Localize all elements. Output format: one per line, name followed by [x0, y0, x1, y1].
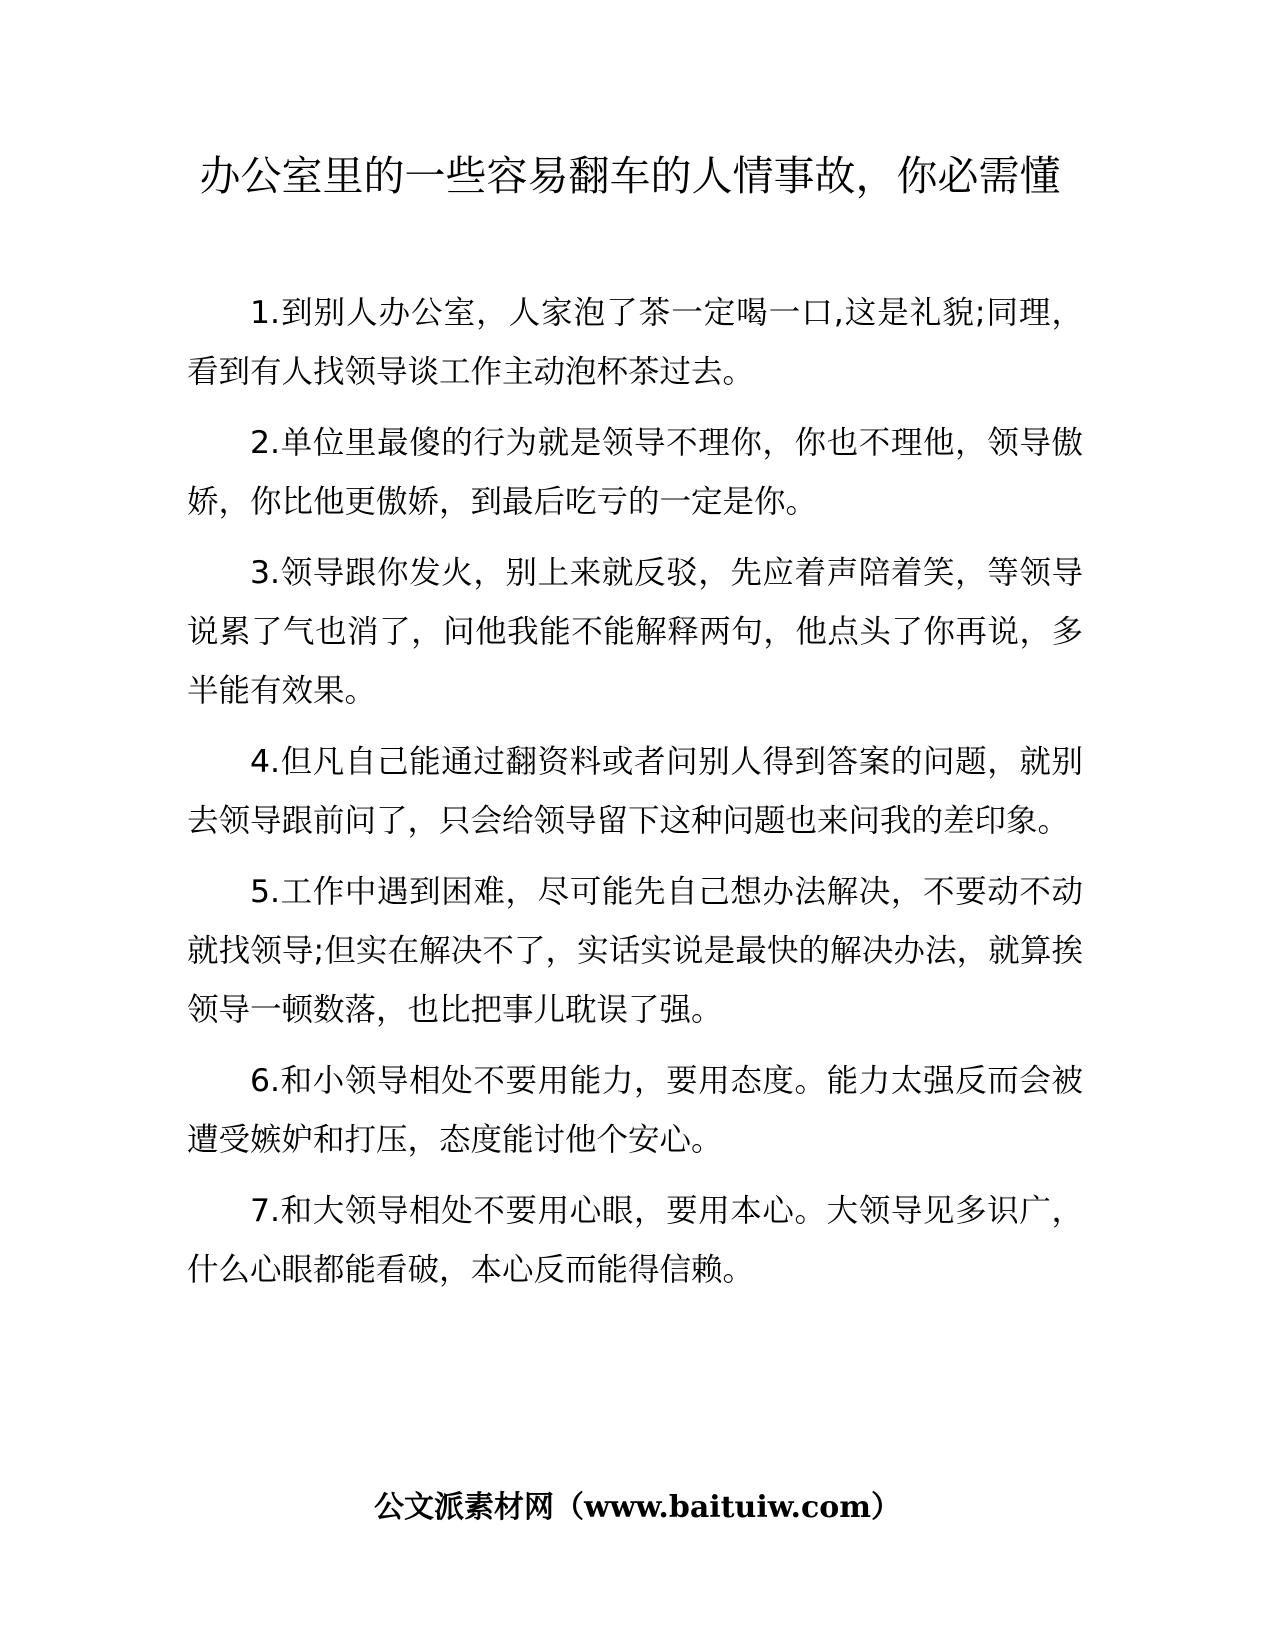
paragraph-1: 1.到别人办公室，人家泡了茶一定喝一口,这是礼貌;同理，看到有人找领导谈工作主动泡杯茶过去。	[187, 295, 1083, 390]
document-title: 办公室里的一些容易翻车的人情事故，你必需懂	[199, 152, 1061, 200]
paragraph-4: 4.但凡自己能通过翻资料或者问别人得到答案的问题，就别去领导跟前问了，只会给领导留下这种问题也来问我的差印象。	[187, 744, 1083, 839]
page-footer: 公文派素材网（www.baituiw.com）	[373, 1490, 902, 1525]
paragraph-2: 2.单位里最傻的行为就是领导不理你，你也不理他，领导傲娇，你比他更傲娇，到最后吃亏的一定是你。	[187, 425, 1083, 520]
paragraph-7: 7.和大领导相处不要用心眼，要用本心。大领导见多识广，什么心眼都能看破，本心反而能得信赖。	[187, 1193, 1083, 1288]
paragraph-5: 5.工作中遇到困难，尽可能先自己想办法解决，不要动不动就找领导;但实在解决不了，实话实说是最快的解决办法，就算挨领导一顿数落，也比把事儿耽误了强。	[187, 874, 1083, 1028]
document-body	[187, 284, 1083, 1312]
paragraph-3: 3.领导跟你发火，别上来就反驳，先应着声陪着笑，等领导说累了气也消了，问他我能不能解释两句，他点头了你再说，多半能有效果。	[187, 555, 1083, 709]
paragraph-6: 6.和小领导相处不要用能力，要用态度。能力太强反而会被遭受嫉妒和打压，态度能讨他个安心。	[187, 1063, 1083, 1158]
